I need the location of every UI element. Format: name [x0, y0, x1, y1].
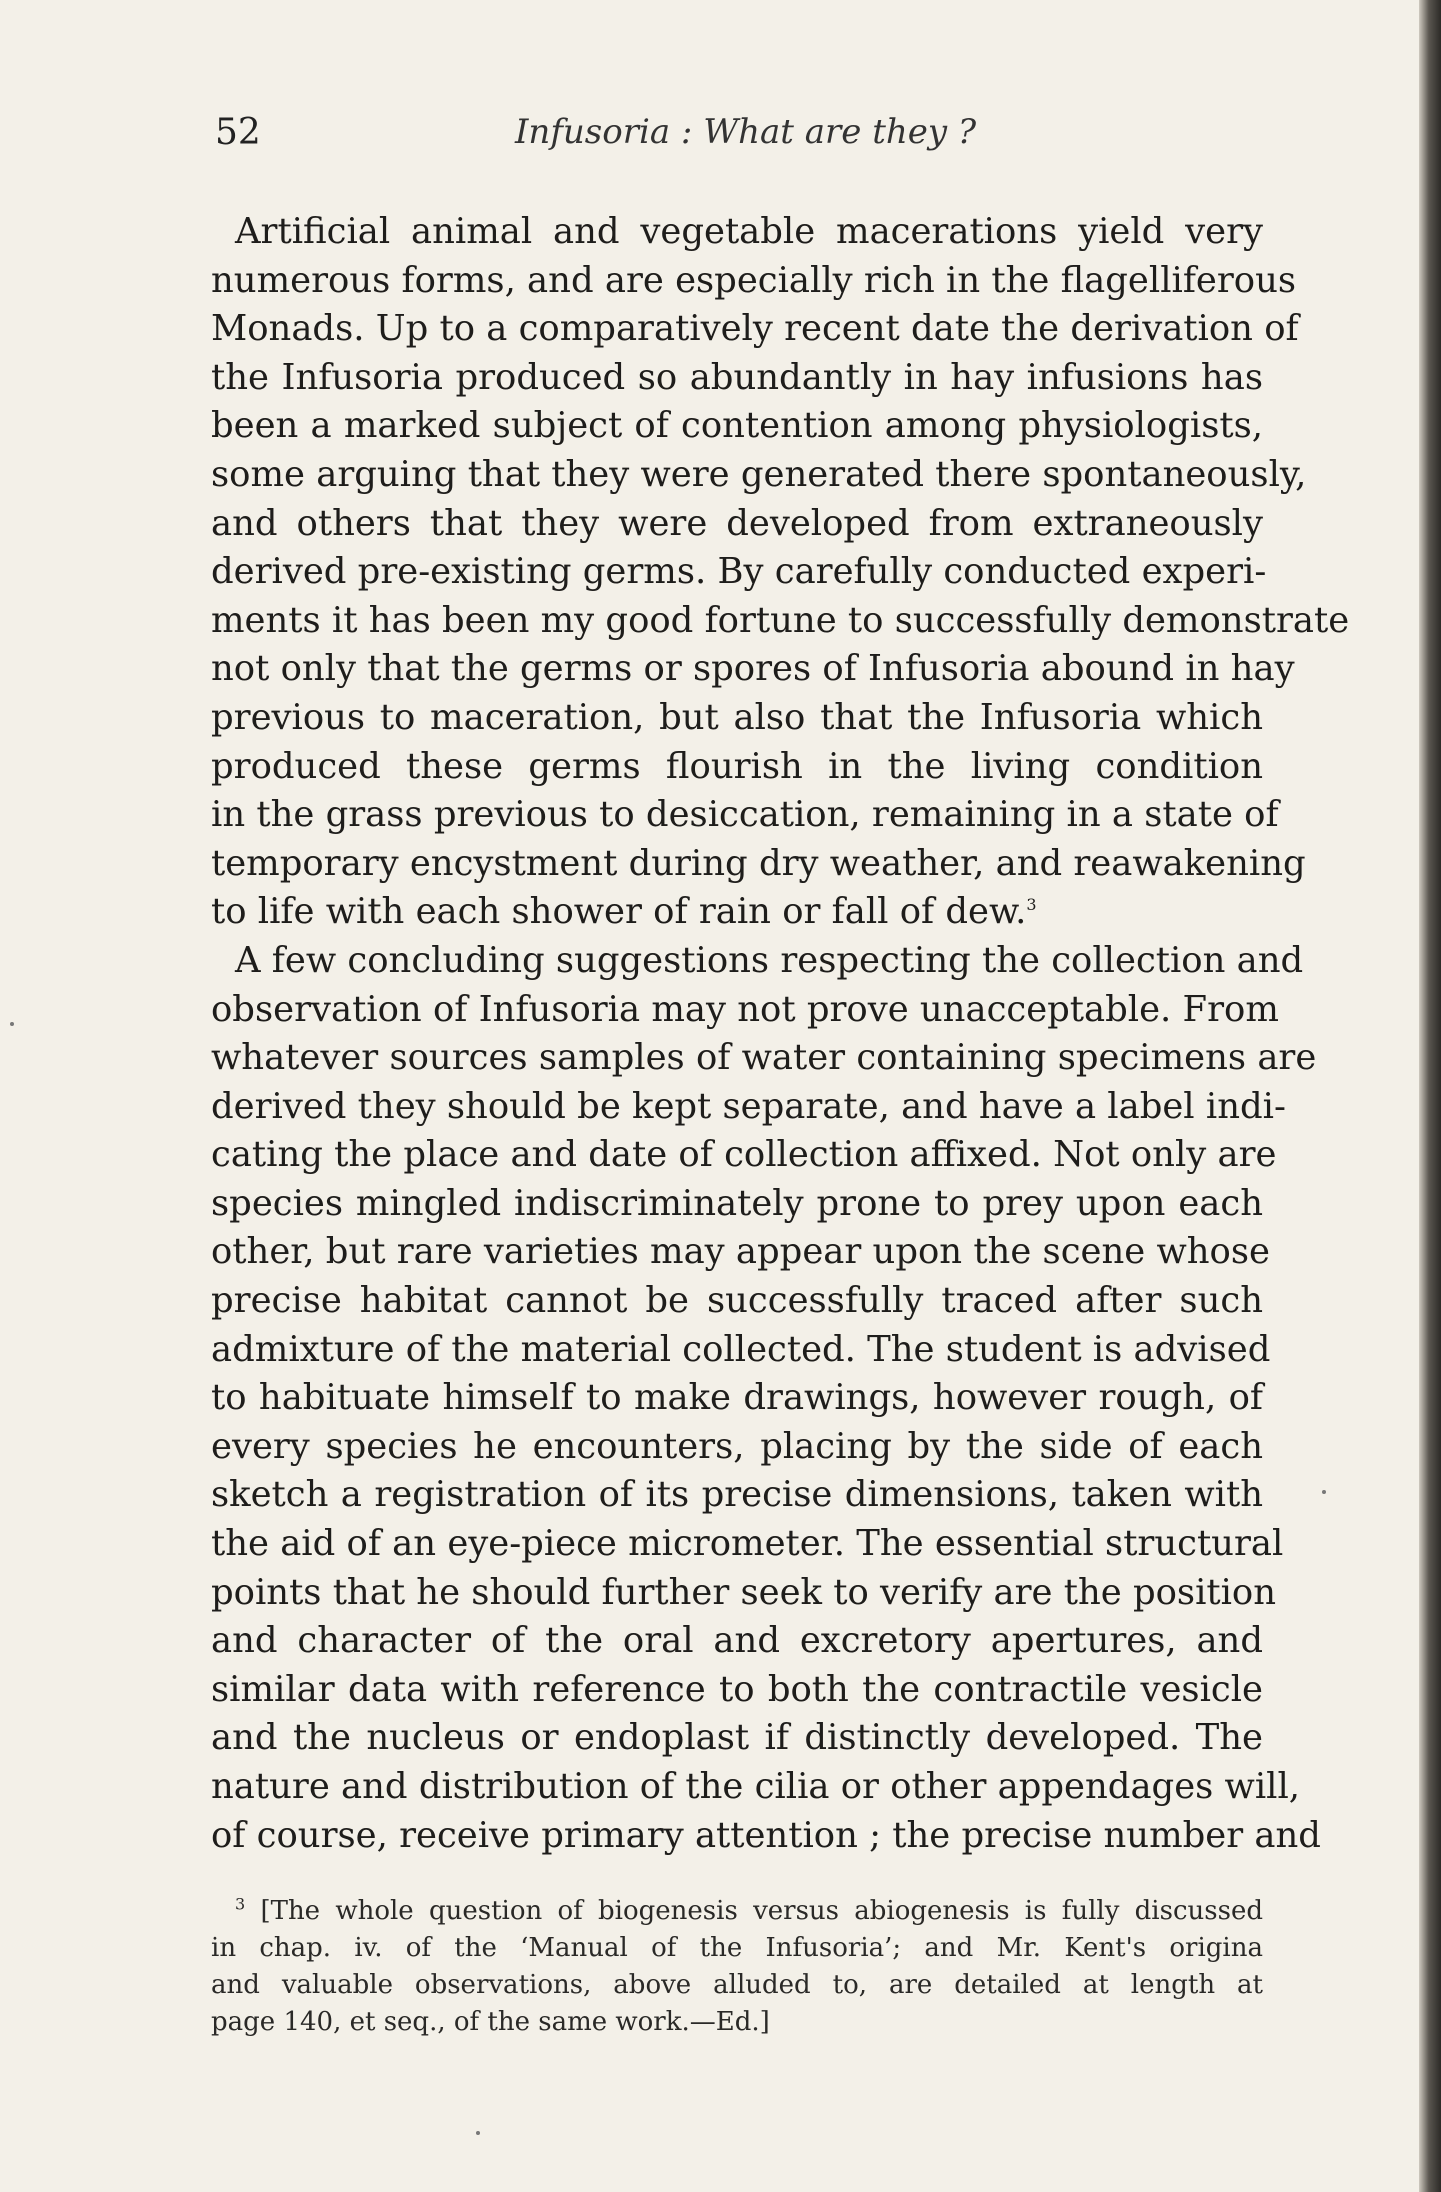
footnote-line: and valuable observations, above alluded to, are detailed at length at — [211, 1970, 1263, 2000]
text-line: to habituate himself to make drawings, however rough, of — [211, 1377, 1263, 1419]
text-line: species mingled indiscriminately prone to prey upon each — [211, 1182, 1263, 1224]
text-line: of course, receive primary attention ; the precise number and — [211, 1814, 1321, 1856]
text-line: nature and distribution of the cilia or other appendages will, — [211, 1766, 1301, 1807]
footnote-line-with-marker — [211, 1893, 1263, 1930]
text-line-with-footnote — [211, 888, 1263, 937]
text-line: and character of the oral and excretory apertures, and — [211, 1620, 1263, 1662]
text-line: A few concluding suggestions respecting the collection and — [235, 939, 1304, 981]
text-line: in the grass previous to desiccation, remaining in a state of — [211, 794, 1279, 836]
running-head: Infusoria : What are they ? — [515, 112, 977, 152]
footnote-reference: 3 — [1026, 895, 1037, 915]
footnote-marker: 3 — [235, 1894, 246, 1914]
text-line: similar data with reference to both the contractile vesicle — [211, 1668, 1263, 1710]
text-line: points that he should further seek to verify are the position — [211, 1571, 1277, 1613]
footnote-line: [The whole question of biogenesis versus abiogenesis is fully discussed — [260, 1896, 1263, 1926]
text-line: and the nucleus or endoplast if distinctly developed. The — [211, 1717, 1263, 1759]
text-line: produced these germs flourish in the living condition — [211, 745, 1263, 787]
text-line: whatever sources samples of water containing specimens are — [211, 1037, 1317, 1079]
scan-speck — [1322, 1490, 1326, 1494]
text-line: numerous forms, and are especially rich in the flagelliferous — [211, 259, 1297, 301]
text-line: not only that the germs or spores of Infusoria abound in hay — [211, 648, 1295, 690]
text-line: some arguing that they were generated there spontaneously, — [211, 453, 1307, 495]
text-line: the aid of an eye-piece micrometer. The essential structural — [211, 1523, 1284, 1565]
text-line: been a marked subject of contention among physiologists, — [211, 405, 1263, 447]
footnote — [211, 1893, 1263, 2041]
page-number: 52 — [215, 112, 261, 153]
text-line: to life with each shower of rain or fall of dew. — [211, 891, 1027, 933]
text-line: derived pre-existing germs. By carefully conducted experi- — [211, 551, 1267, 593]
scan-speck — [10, 1022, 14, 1026]
text-line: and others that they were developed from extraneously — [211, 502, 1263, 544]
text-line: Monads. Up to a comparatively recent date the derivation of — [211, 308, 1299, 350]
footnote-line: in chap. iv. of the ‘Manual of the Infusoria’; and Mr. Kent's origina — [211, 1933, 1263, 1963]
text-line: sketch a registration of its precise dimensions, taken with — [211, 1474, 1263, 1516]
text-line: cating the place and date of collection affixed. Not only are — [211, 1134, 1277, 1176]
scan-speck — [476, 2131, 480, 2135]
page-header — [215, 112, 1265, 172]
body-text — [211, 208, 1350, 1860]
text-line: temporary encystment during dry weather, and reawakening — [211, 842, 1306, 884]
text-line: the Infusoria produced so abundantly in hay infusions has — [211, 356, 1263, 398]
text-line: previous to maceration, but also that the Infusoria which — [211, 696, 1263, 738]
text-line: every species he encounters, placing by the side of each — [211, 1425, 1263, 1467]
text-line: Artificial animal and vegetable macerations yield very — [235, 211, 1263, 252]
footnote-line: page 140, et seq., of the same work.—Ed.] — [211, 2007, 770, 2037]
text-line: other, but rare varieties may appear upon the scene whose — [211, 1231, 1270, 1273]
page-edge-shadow — [1419, 0, 1441, 2192]
text-line: observation of Infusoria may not prove unacceptable. From — [211, 988, 1279, 1030]
text-line: admixture of the material collected. The student is advised — [211, 1328, 1271, 1370]
text-line: ments it has been my good fortune to successfully demonstrate — [211, 599, 1350, 641]
text-line: derived they should be kept separate, and have a label indi- — [211, 1085, 1286, 1127]
text-line: precise habitat cannot be successfully traced after such — [211, 1280, 1263, 1322]
